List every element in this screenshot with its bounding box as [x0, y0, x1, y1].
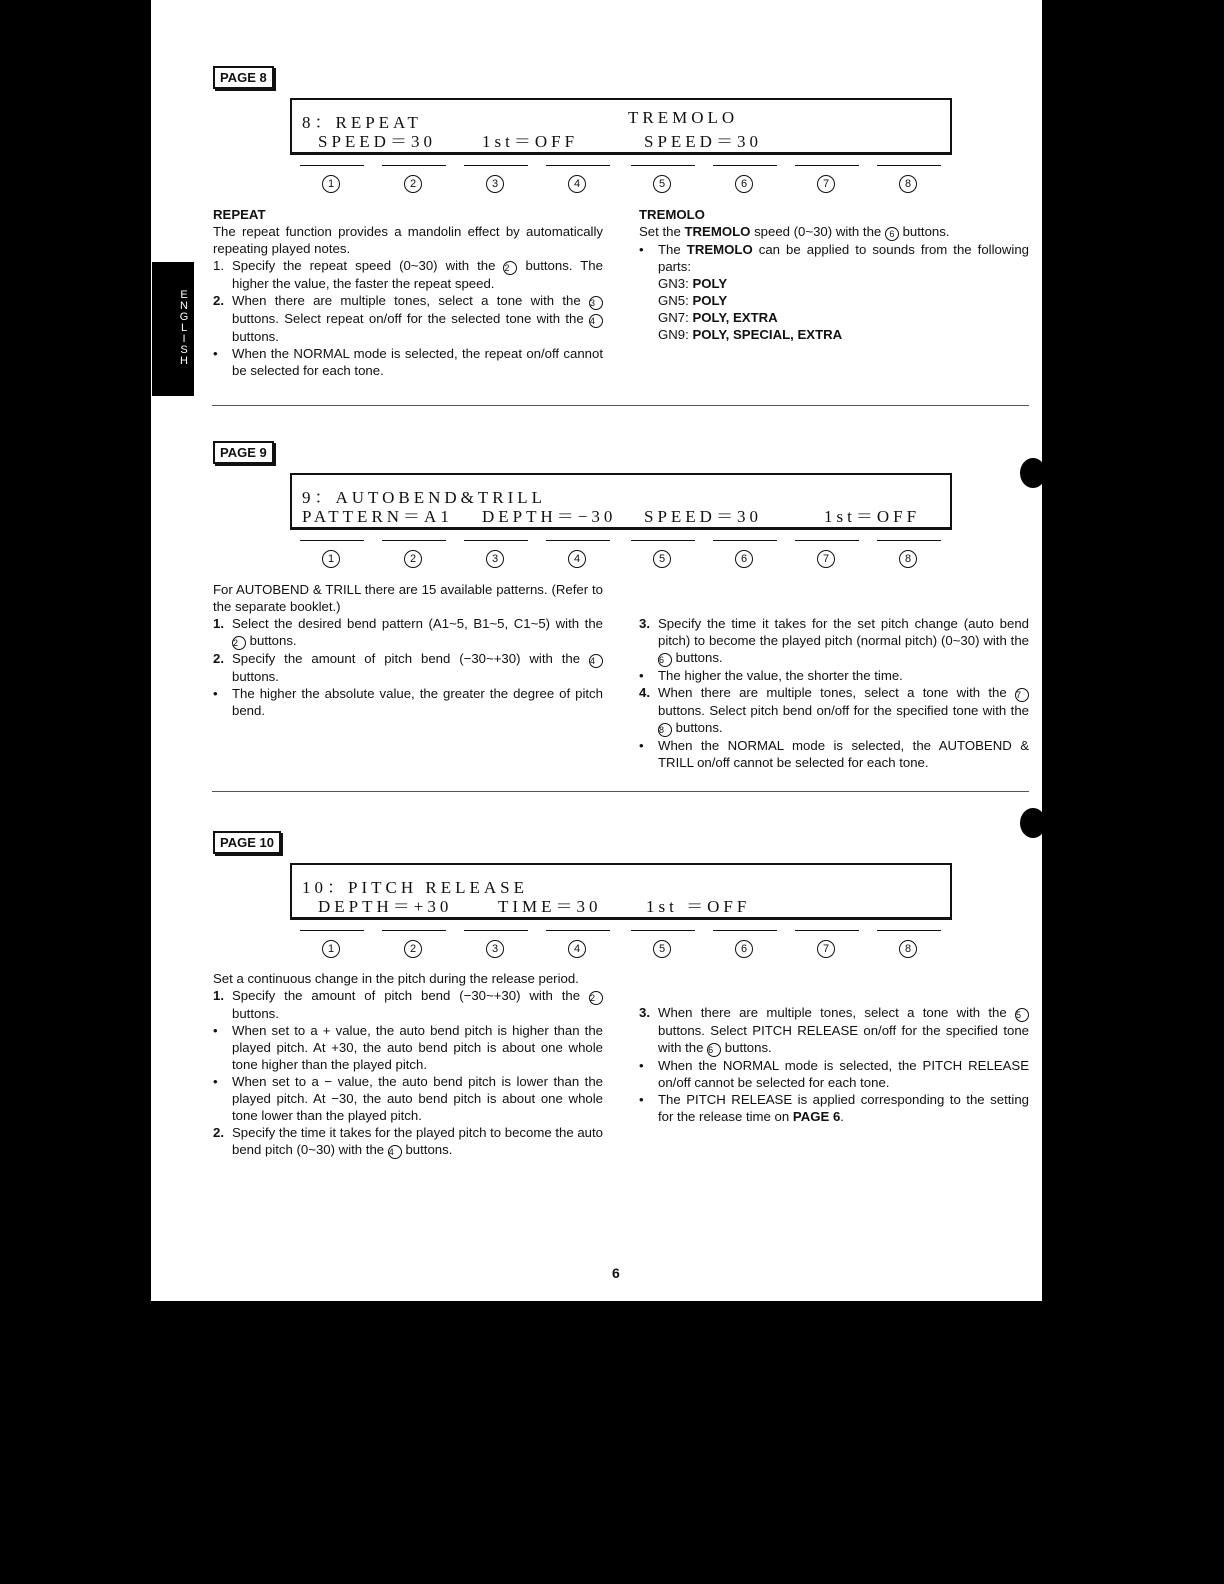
- display-button-4[interactable]: [546, 540, 610, 574]
- paragraph: Set a continuous change in the pitch during the release period.: [213, 971, 579, 986]
- lcd-display: [290, 473, 952, 530]
- button-number: 3: [486, 175, 504, 193]
- display-button-6[interactable]: [713, 540, 777, 574]
- button-ref: 7: [1015, 688, 1029, 702]
- paragraph: For AUTOBEND & TRILL there are 15 available patterns. (Refer to the separate booklet.): [213, 582, 603, 614]
- list-item: 3. Specify the time it takes for the set pitch change (auto bend pitch) to become the played pitch (normal pitch) (0~30) with the 6 buttons.: [639, 616, 1029, 665]
- lcd-text: DEPTH＝+30: [318, 897, 453, 916]
- tab-letter: L: [180, 322, 188, 334]
- button-number: 1: [322, 940, 340, 958]
- list-item: 2. Specify the amount of pitch bend (−30~+30) with the 4 buttons.: [213, 650, 603, 685]
- lcd-display: [290, 98, 952, 155]
- lcd-text: DEPTH＝−30: [482, 507, 617, 526]
- button-number: 7: [817, 550, 835, 568]
- divider: [212, 791, 1029, 792]
- pitch-release-right-column: [639, 1004, 1029, 1125]
- button-number: 5: [653, 940, 671, 958]
- display-button-3[interactable]: [464, 540, 528, 574]
- button-row: [300, 540, 946, 574]
- binding-hole: [1020, 458, 1046, 488]
- display-button-5[interactable]: [631, 930, 695, 964]
- button-number: 3: [486, 550, 504, 568]
- tremolo-column: [639, 206, 1029, 343]
- button-number: 6: [735, 940, 753, 958]
- list-marker: 2.: [213, 293, 224, 308]
- display-button-3[interactable]: [464, 930, 528, 964]
- lcd-text: 8：REPEAT: [302, 113, 422, 132]
- list-item: 2. When there are multiple tones, select a tone with the 3 buttons. Select repeat on/off for the selected tone with the 4 buttons.: [213, 292, 603, 345]
- list-item: 2. Specify the time it takes for the played pitch to become the auto bend pitch (0~30) with the 4 buttons.: [213, 1125, 603, 1157]
- button-number: 8: [899, 550, 917, 568]
- button-number: 4: [568, 550, 586, 568]
- button-number: 7: [817, 175, 835, 193]
- display-button-2[interactable]: [382, 165, 446, 199]
- display-button-1[interactable]: [300, 930, 364, 964]
- button-ref: 4: [589, 654, 603, 668]
- display-button-5[interactable]: [631, 165, 695, 199]
- lcd-text: 9：AUTOBEND&TRILL: [302, 488, 547, 507]
- section-heading: TREMOLO: [639, 207, 705, 222]
- parts-list: [639, 275, 1029, 343]
- button-ref: 4: [388, 1145, 402, 1159]
- list-item: • When the NORMAL mode is selected, the repeat on/off cannot be selected for each tone.: [213, 346, 603, 378]
- list-item: 1. Select the desired bend pattern (A1~5, B1~5, C1~5) with the 2 buttons.: [213, 616, 603, 648]
- button-ref: 4: [589, 314, 603, 328]
- part-entry: GN3: POLY: [658, 276, 728, 291]
- page-label: PAGE 9: [213, 441, 274, 464]
- part-entry: GN7: POLY, EXTRA: [658, 310, 778, 325]
- button-number: 5: [653, 175, 671, 193]
- button-number: 6: [735, 175, 753, 193]
- button-number: 4: [568, 175, 586, 193]
- lcd-text: 1st ＝OFF: [646, 897, 751, 916]
- binding-hole: [1020, 808, 1046, 838]
- button-number: 1: [322, 175, 340, 193]
- list-item: • The PITCH RELEASE is applied corresponding to the setting for the release time on PAGE 6.: [639, 1092, 1029, 1124]
- button-ref: 3: [589, 296, 603, 310]
- lcd-text: TIME＝30: [498, 897, 602, 916]
- paragraph: The repeat function provides a mandolin effect by automatically repeating played notes.: [213, 224, 603, 256]
- button-ref: 6: [658, 653, 672, 667]
- divider: [212, 405, 1029, 406]
- button-number: 8: [899, 175, 917, 193]
- list-marker: •: [213, 346, 218, 361]
- display-button-7[interactable]: [795, 165, 859, 199]
- tab-letter: G: [179, 311, 189, 323]
- page-number: 6: [612, 1265, 620, 1281]
- button-ref: 2: [589, 991, 603, 1005]
- display-button-5[interactable]: [631, 540, 695, 574]
- page-label: PAGE 8: [213, 66, 274, 89]
- display-button-2[interactable]: [382, 930, 446, 964]
- display-button-4[interactable]: [546, 165, 610, 199]
- lcd-text: TREMOLO: [628, 108, 739, 127]
- display-button-6[interactable]: [713, 930, 777, 964]
- tab-letter: E: [180, 289, 188, 301]
- display-button-2[interactable]: [382, 540, 446, 574]
- section-heading: REPEAT: [213, 207, 266, 222]
- display-button-3[interactable]: [464, 165, 528, 199]
- button-number: 3: [486, 940, 504, 958]
- repeat-column: [213, 206, 603, 379]
- list-item: • The TREMOLO can be applied to sounds from the following parts:: [639, 242, 1029, 274]
- button-ref: 2: [232, 636, 246, 650]
- button-number: 1: [322, 550, 340, 568]
- lcd-text: SPEED＝30: [318, 132, 436, 151]
- button-number: 2: [404, 550, 422, 568]
- button-ref: 6: [707, 1043, 721, 1057]
- tab-letter: I: [182, 333, 186, 345]
- lcd-text: PATTERN＝A1: [302, 507, 453, 526]
- button-ref: 5: [1015, 1008, 1029, 1022]
- bottom-border: [0, 1301, 1224, 1584]
- button-row: [300, 930, 946, 964]
- lcd-text: SPEED＝30: [644, 507, 762, 526]
- button-number: 6: [735, 550, 753, 568]
- list-item: 1. Specify the amount of pitch bend (−30~+30) with the 2 buttons.: [213, 987, 603, 1022]
- display-button-4[interactable]: [546, 930, 610, 964]
- pitch-release-left-column: [213, 970, 603, 1159]
- display-button-8[interactable]: [877, 165, 941, 199]
- page-label: PAGE 10: [213, 831, 281, 854]
- list-item: 1. Specify the repeat speed (0~30) with the 2 buttons. The higher the value, the faster the repeat speed.: [213, 258, 603, 291]
- display-button-7[interactable]: [795, 930, 859, 964]
- list-item: • The higher the absolute value, the greater the degree of pitch bend.: [213, 686, 603, 718]
- autobend-left-column: [213, 581, 603, 719]
- lcd-text: 1st＝OFF: [482, 132, 579, 151]
- button-number: 5: [653, 550, 671, 568]
- display-button-1[interactable]: [300, 540, 364, 574]
- list-item: 3. When there are multiple tones, select a tone with the 5 buttons. Select PITCH RELEASE on/off for the specified tone with the 6 buttons.: [639, 1005, 1029, 1055]
- button-number: 8: [899, 940, 917, 958]
- button-ref: 6: [885, 227, 899, 241]
- button-number: 2: [404, 940, 422, 958]
- tab-letter: N: [180, 300, 188, 312]
- button-ref: 2: [503, 261, 517, 275]
- paragraph: Set the TREMOLO speed (0~30) with the 6 buttons.: [639, 224, 950, 239]
- button-ref: 8: [658, 723, 672, 737]
- lcd-display: [290, 863, 952, 920]
- list-item: • When the NORMAL mode is selected, the PITCH RELEASE on/off cannot be selected for each tone.: [639, 1058, 1029, 1090]
- list-item: • When the NORMAL mode is selected, the AUTOBEND & TRILL on/off cannot be selected for each tone.: [639, 738, 1029, 770]
- lcd-text: 10：PITCH RELEASE: [302, 878, 528, 897]
- list-item: • When set to a − value, the auto bend pitch is lower than the played pitch. At −30, the auto bend pitch is about one whole tone lower than the played pitch.: [213, 1074, 603, 1123]
- display-button-1[interactable]: [300, 165, 364, 199]
- autobend-right-column: [639, 615, 1029, 771]
- lcd-text: SPEED＝30: [644, 132, 762, 151]
- tab-letter: H: [180, 355, 188, 367]
- button-row: [300, 165, 946, 199]
- list-item: • The higher the value, the shorter the time.: [639, 668, 903, 683]
- button-number: 4: [568, 940, 586, 958]
- list-item: 4. When there are multiple tones, select a tone with the 7 buttons. Select pitch bend on/off for the specified tone with the 8 buttons.: [639, 685, 1029, 735]
- lcd-text: 1st＝OFF: [824, 507, 921, 526]
- tab-letter: S: [180, 344, 188, 356]
- display-button-6[interactable]: [713, 165, 777, 199]
- display-button-7[interactable]: [795, 540, 859, 574]
- part-entry: GN9: POLY, SPECIAL, EXTRA: [658, 327, 843, 342]
- part-entry: GN5: POLY: [658, 293, 728, 308]
- display-button-8[interactable]: [877, 930, 941, 964]
- button-number: 7: [817, 940, 835, 958]
- button-number: 2: [404, 175, 422, 193]
- language-tab-text: [178, 290, 190, 367]
- display-button-8[interactable]: [877, 540, 941, 574]
- list-marker: 1.: [213, 258, 224, 273]
- list-item: • When set to a + value, the auto bend pitch is higher than the played pitch. At +30, the auto bend pitch is about one whole tone higher than the played pitch.: [213, 1023, 603, 1072]
